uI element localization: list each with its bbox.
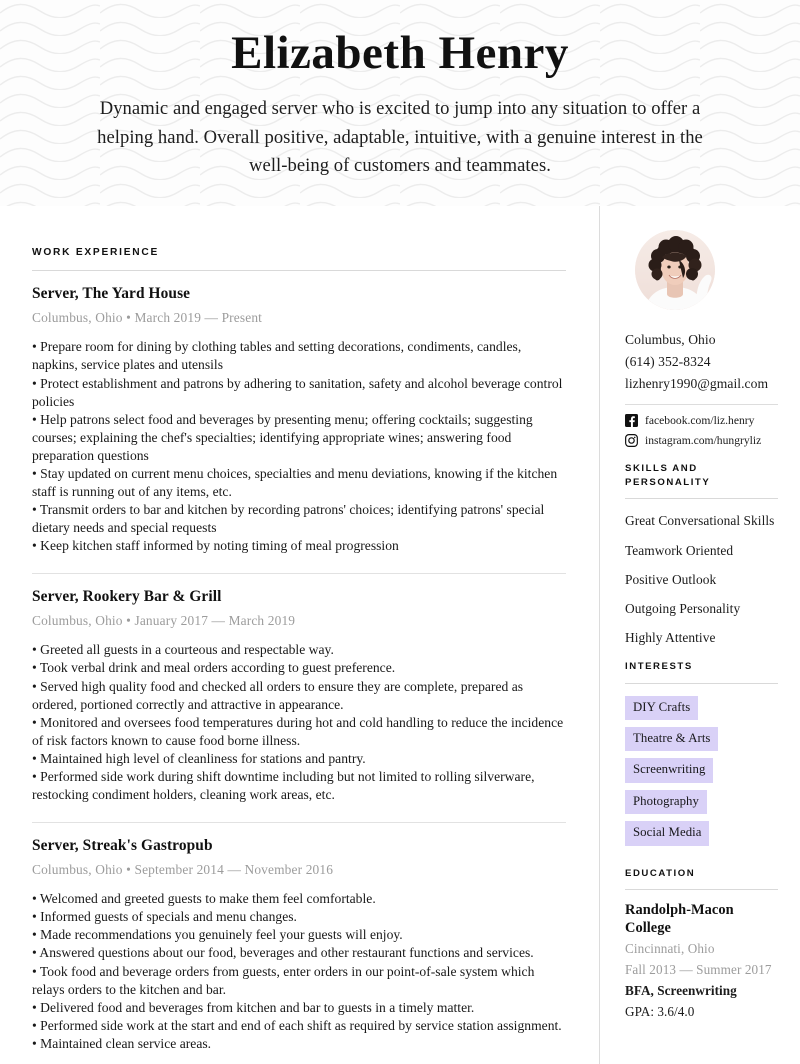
interest-tag: Screenwriting xyxy=(625,758,713,782)
instagram-icon xyxy=(625,434,638,447)
social-link-label: instagram.com/hungryliz xyxy=(645,434,762,448)
resume-body xyxy=(0,206,800,1064)
social-links xyxy=(625,413,778,448)
job-bullet: • Prepare room for dining by clothing tables and setting decorations, condiments, candles, napkins, service plates and utensils xyxy=(32,339,522,373)
skill-item: Highly Attentive xyxy=(625,630,716,646)
education-gpa: GPA: 3.6/4.0 xyxy=(625,1004,695,1020)
skill-item: Positive Outlook xyxy=(625,571,717,587)
skill-item: Great Conversational Skills xyxy=(625,513,775,529)
job-bullet-list xyxy=(32,641,566,804)
job-bullet: • Protect establishment and patrons by adhering to sanitation, safety and alcohol beverage control policies xyxy=(32,375,563,409)
work-experience-list xyxy=(32,271,566,1053)
resume-header xyxy=(0,0,800,206)
section-heading-education: EDUCATION xyxy=(625,867,696,879)
education-dates: Fall 2013 — Summer 2017 xyxy=(625,961,772,977)
education-entry xyxy=(625,902,778,1022)
interests-section xyxy=(625,660,778,852)
section-rule xyxy=(625,683,778,684)
facebook-icon xyxy=(625,414,638,427)
job-bullet: • Maintained clean service areas. xyxy=(32,1035,212,1051)
job-entry xyxy=(32,823,566,1053)
job-bullet: • Performed side work during shift downtime including but not limited to rolling silverware, restocking condiment holders, cleaning work areas, etc. xyxy=(32,768,535,803)
header-text-block xyxy=(0,0,800,180)
education-location: Cincinnati, Ohio xyxy=(625,940,715,956)
job-bullet: • Maintained high level of cleanliness for stations and pantry. xyxy=(32,750,366,766)
section-rule xyxy=(625,498,778,499)
job-title: Server, Rookery Bar & Grill xyxy=(32,588,222,606)
job-title: Server, Streak's Gastropub xyxy=(32,837,213,855)
education-school: Randolph-Macon College xyxy=(625,902,734,936)
job-bullet: • Keep kitchen staff informed by noting timing of meal progression xyxy=(32,538,399,554)
job-meta: Columbus, Ohio • March 2019 — Present xyxy=(32,310,263,326)
sidebar xyxy=(599,206,800,1064)
section-heading-interests: INTERESTS xyxy=(625,661,693,673)
education-degree: BFA, Screenwriting xyxy=(625,983,737,999)
contact-rule xyxy=(625,404,778,405)
job-bullet: • Greeted all guests in a courteous and respectable way. xyxy=(32,642,334,658)
column-divider xyxy=(599,206,600,1064)
job-bullet-list xyxy=(32,890,566,1053)
skills-list xyxy=(625,512,778,646)
section-rule xyxy=(625,889,778,890)
social-link[interactable] xyxy=(625,433,778,448)
job-bullet: • Welcomed and greeted guests to make them feel comfortable. xyxy=(32,891,376,907)
job-bullet: • Performed side work at the start and end of each shift as required by service station assignment. xyxy=(32,1017,562,1033)
job-bullet: • Took verbal drink and meal orders according to guest preference. xyxy=(32,660,396,676)
job-title: Server, The Yard House xyxy=(32,285,191,303)
profile-photo-illustration xyxy=(635,230,715,310)
interests-list xyxy=(625,696,778,853)
job-bullet: • Monitored and oversees food temperatures during hot and cold handling to reduce the incidence of risk factors known to cause food borne illness. xyxy=(32,714,564,748)
interest-tag: Photography xyxy=(625,790,707,814)
social-link[interactable] xyxy=(625,413,778,428)
avatar xyxy=(635,230,715,310)
skill-item: Teamwork Oriented xyxy=(625,542,734,558)
job-bullet: • Took food and beverage orders from guests, enter orders in our point-of-sale system which relays orders to the kitchen and bar. xyxy=(32,963,535,997)
job-bullet: • Stay updated on current menu choices, specialties and menu deviations, knowing if the kitchen staff is running out of any items, etc. xyxy=(32,465,558,499)
section-heading-work-experience: WORK EXPERIENCE xyxy=(32,247,160,258)
job-meta: Columbus, Ohio • September 2014 — November 2016 xyxy=(32,862,334,878)
job-entry xyxy=(32,574,566,804)
job-bullet: • Informed guests of specials and menu changes. xyxy=(32,909,297,925)
interest-tag: Social Media xyxy=(625,821,709,845)
job-bullet: • Help patrons select food and beverages by presenting menu; offering cocktails; suggesting courses; explaining the chef's specialties; identifying appropriate wines; answering food preparation questions xyxy=(32,411,533,463)
section-heading-skills: SKILLS AND PERSONALITY xyxy=(625,463,711,488)
profile-summary: Dynamic and engaged server who is excited to jump into any situation to offer a helping hand. Overall positive, adaptable, intuitive, with a genuine interest in the well-being of customers and teammates. xyxy=(97,98,703,176)
contact-email[interactable]: lizhenry1990@gmail.com xyxy=(625,376,769,392)
skills-section xyxy=(625,462,778,646)
job-bullet-list xyxy=(32,338,566,555)
job-bullet: • Answered questions about our food, beverages and other restaurant functions and services. xyxy=(32,945,534,961)
main-column xyxy=(0,206,599,1064)
social-link-label: facebook.com/liz.henry xyxy=(645,414,755,428)
contact-block xyxy=(625,329,778,395)
contact-location: Columbus, Ohio xyxy=(625,332,716,347)
contact-phone[interactable]: (614) 352-8324 xyxy=(625,354,711,370)
job-bullet: • Made recommendations you genuinely feel your guests will enjoy. xyxy=(32,927,403,943)
education-section xyxy=(625,867,778,1022)
interest-tag: Theatre & Arts xyxy=(625,727,718,751)
interest-tag: DIY Crafts xyxy=(625,696,698,720)
job-bullet: • Delivered food and beverages from kitchen and bar to guests in a timely matter. xyxy=(32,999,475,1015)
job-meta: Columbus, Ohio • January 2017 — March 2019 xyxy=(32,613,296,629)
job-entry xyxy=(32,271,566,555)
skill-item: Outgoing Personality xyxy=(625,600,741,616)
job-bullet: • Transmit orders to bar and kitchen by recording patrons' choices; identifying patrons' special dietary needs and special requests xyxy=(32,502,545,536)
page-title: Elizabeth Henry xyxy=(231,27,569,79)
job-bullet: • Served high quality food and checked all orders to ensure they are complete, prepared as ordered, portioned correctly and attractive in appearance. xyxy=(32,678,524,712)
